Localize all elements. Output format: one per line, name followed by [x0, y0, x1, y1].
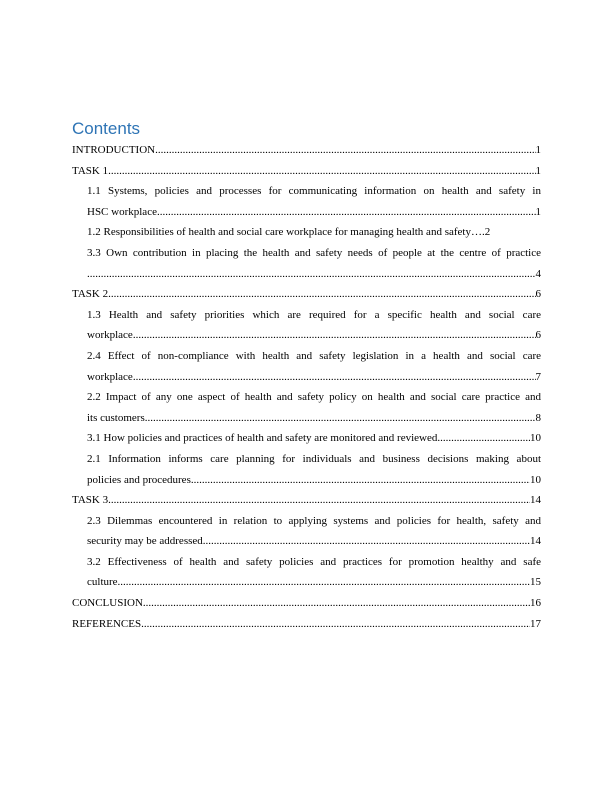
toc-entry-label: 1.2 Responsibilities of health and social care workplace for managing health and safety — [87, 226, 471, 239]
toc-entry-label-line1: 2.2 Impact of any one aspect of health and safety policy on health and social care practice and — [87, 391, 541, 404]
toc-leader-dots — [143, 593, 530, 614]
toc-page-number: 8 — [535, 411, 541, 424]
toc-entry-label: HSC workplace — [87, 205, 157, 218]
toc-entry-1-2[interactable] — [72, 222, 541, 243]
toc-entry-label: its customers — [87, 411, 145, 424]
toc-leader-dots — [157, 202, 536, 223]
toc-leader-dots — [133, 367, 536, 388]
toc-entry-label: culture — [87, 576, 118, 589]
toc-page-number: 7 — [535, 370, 541, 383]
toc-heading: Contents — [72, 119, 141, 138]
toc-page-number: 14 — [530, 535, 541, 548]
toc-entry-label: REFERENCES — [72, 617, 142, 630]
toc-page-number: 10 — [530, 432, 541, 445]
toc-entry-conclusion[interactable] — [72, 593, 541, 614]
toc-leader-dots — [108, 490, 530, 511]
toc-leader-dots — [145, 408, 536, 429]
toc-entry-label: security may be addressed — [87, 535, 203, 548]
toc-entry-task-2[interactable] — [72, 284, 541, 305]
toc-leader-dots — [108, 284, 535, 305]
toc-page-number: 17 — [530, 617, 541, 630]
toc-page-number: 2 — [484, 226, 491, 239]
toc-page-number: 15 — [530, 576, 541, 589]
toc-leader-dots — [191, 470, 530, 491]
toc-page-number: 1 — [535, 164, 541, 177]
toc-entry-label-line1: 3.3 Own contribution in placing the health and safety needs of people at the centre of practice — [87, 246, 541, 259]
toc-leader-dots — [133, 325, 536, 346]
toc-entry-1-1[interactable] — [72, 181, 541, 222]
toc-entry-label: 3.1 How policies and practices of health and safety are monitored and reviewed — [87, 432, 438, 445]
toc-entry-label-line1: 2.1 Information informs care planning for individuals and business decisions making about — [87, 452, 541, 465]
toc-leader-dots — [437, 428, 530, 449]
toc-leader-dots — [203, 531, 530, 552]
toc-entry-3-3[interactable] — [72, 243, 541, 284]
toc-entry-2-2[interactable] — [72, 387, 541, 428]
toc-entry-label: policies and procedures — [87, 473, 191, 486]
toc-entry-references[interactable] — [72, 614, 541, 635]
toc-leader-dots — [108, 161, 535, 182]
toc-entry-label: TASK 1 — [72, 164, 109, 177]
toc-entry-task-1[interactable] — [72, 161, 541, 182]
toc-page-number: 14 — [530, 494, 541, 507]
toc-page-number: 1 — [535, 144, 541, 156]
toc-leader-dots — [141, 614, 530, 635]
toc-entry-label: workplace — [87, 370, 133, 383]
toc-leader-dots — [87, 264, 536, 285]
toc-entry-label: workplace — [87, 329, 133, 342]
toc-entry-label-line1: 1.1 Systems, policies and processes for communicating information on health and safety in — [87, 185, 541, 198]
toc-leader-dots — [155, 140, 535, 161]
toc-entry-3-2[interactable] — [72, 552, 541, 593]
toc-entry-introduction[interactable] — [72, 140, 541, 161]
toc-leader-dots — [118, 572, 530, 593]
toc-entry-label: CONCLUSION — [72, 597, 143, 610]
toc-page-number: 6 — [535, 329, 541, 342]
toc-entry-2-4[interactable] — [72, 346, 541, 387]
table-of-contents — [72, 118, 541, 634]
toc-page-number: 10 — [530, 473, 541, 486]
toc-page-number: 4 — [535, 267, 541, 280]
toc-entry-2-3[interactable] — [72, 511, 541, 552]
toc-entry-2-1[interactable] — [72, 449, 541, 490]
toc-entry-label-line1: 1.3 Health and safety priorities which are required for a specific health and social care — [87, 308, 541, 321]
toc-entry-label-line1: 3.2 Effectiveness of health and safety policies and practices for promotion healthy and safe — [87, 555, 541, 568]
toc-entry-3-1[interactable] — [72, 428, 541, 449]
toc-entry-task-3[interactable] — [72, 490, 541, 511]
toc-entry-label-line1: 2.3 Dilemmas encountered in relation to applying systems and policies for health, safety and — [87, 514, 541, 527]
toc-entry-label: TASK 3 — [72, 494, 109, 507]
toc-entry-label-line1: 2.4 Effect of non-compliance with health and safety legislation in a health and social care — [87, 349, 541, 362]
toc-entry-label: TASK 2 — [72, 288, 109, 301]
toc-leader-dots: …. — [470, 226, 485, 239]
toc-page-number: 16 — [530, 597, 541, 610]
toc-page-number: 1 — [535, 205, 541, 218]
toc-entry-1-3[interactable] — [72, 305, 541, 346]
toc-page-number: 6 — [535, 288, 541, 301]
toc-entry-label: INTRODUCTION — [72, 144, 156, 156]
